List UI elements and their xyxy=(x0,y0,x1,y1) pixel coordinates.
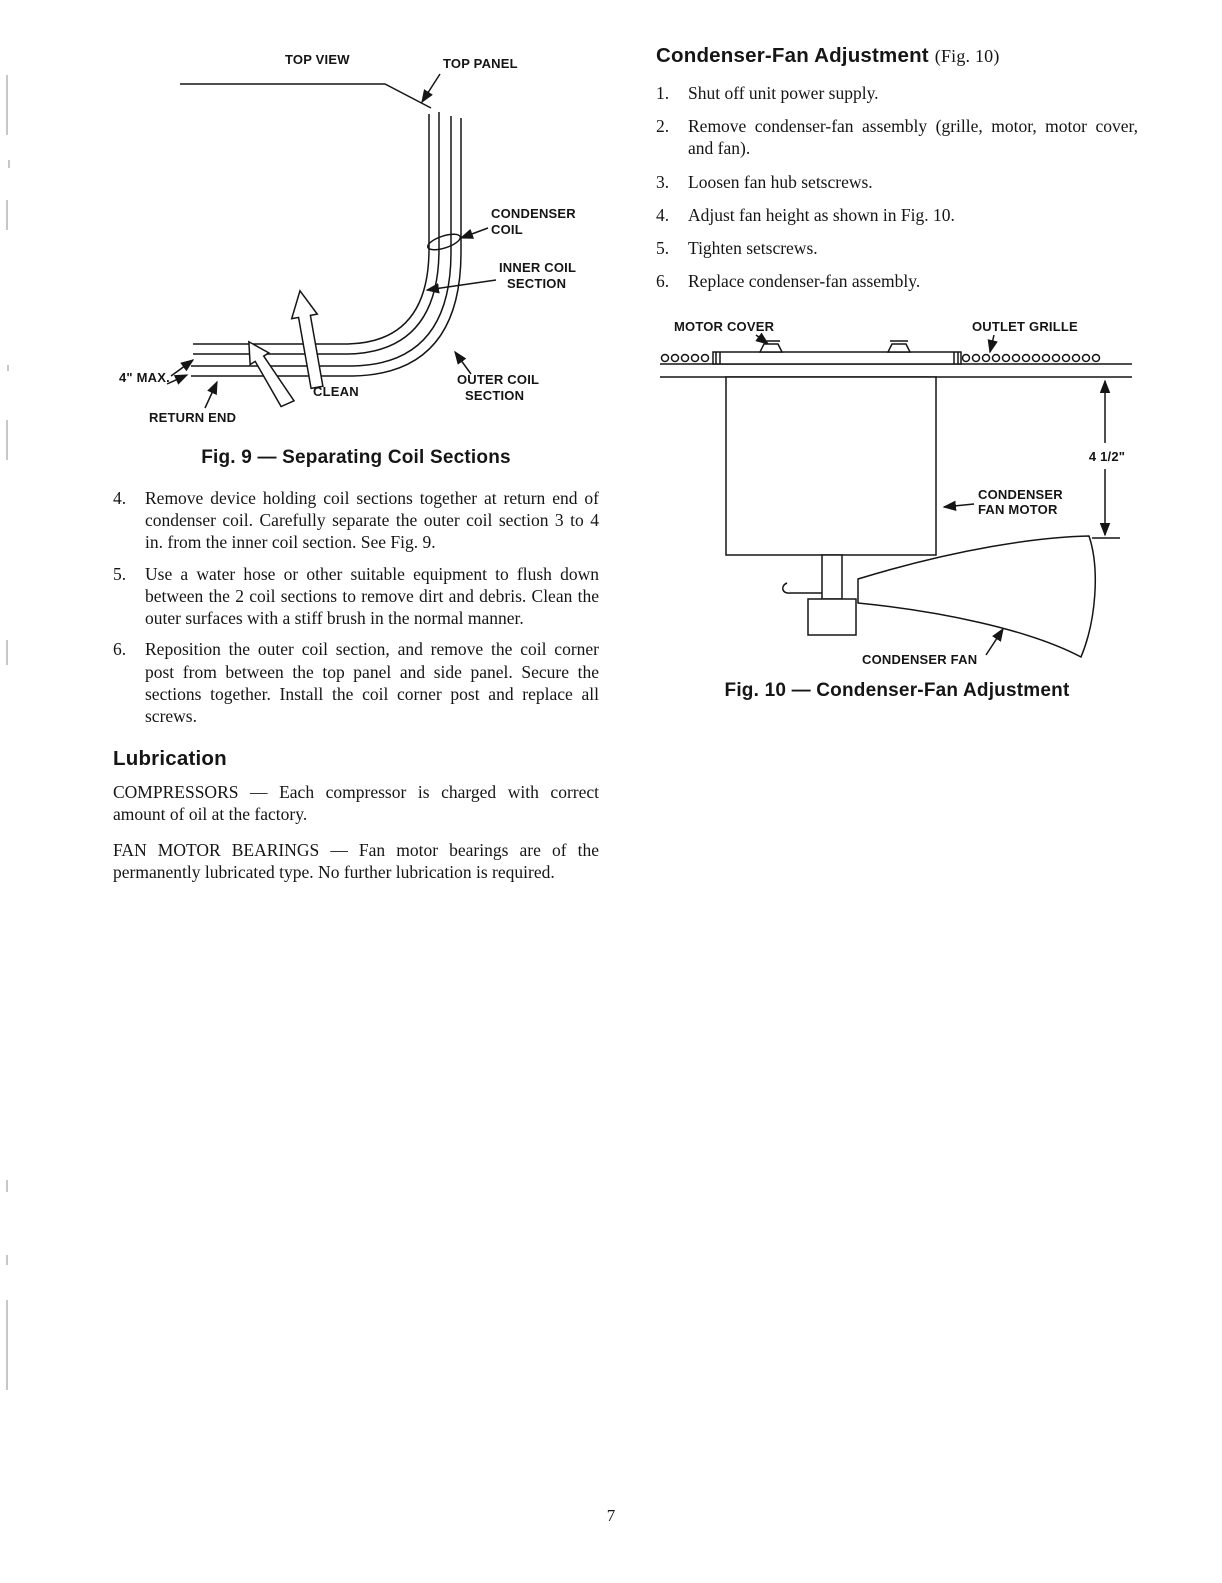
fig9-separation-arrow-icon xyxy=(287,289,330,390)
list-item-text: Tighten setscrews. xyxy=(688,238,818,259)
fig10-label-motor-cover: MOTOR COVER xyxy=(674,318,775,334)
list-item-number: 4. xyxy=(656,204,670,225)
scan-artifact xyxy=(6,1300,8,1390)
fig9-inner-leader xyxy=(427,280,496,290)
right-column xyxy=(656,44,1138,702)
fig10-condenser-fan-leader xyxy=(986,629,1003,655)
fig10-motor-shaft xyxy=(822,555,842,599)
fig9-return-leader xyxy=(205,382,217,408)
list-item-text: Loosen fan hub setscrews. xyxy=(688,171,873,192)
fig10-fan-hub xyxy=(808,599,856,635)
list-item-number: 6. xyxy=(656,271,670,292)
fig9-outer-leader xyxy=(455,352,471,374)
list-item xyxy=(656,115,1138,159)
list-item xyxy=(656,270,1138,292)
list-item-text: Replace condenser-fan assembly. xyxy=(688,271,921,292)
scan-artifact xyxy=(8,160,10,168)
fig10-caption: Fig. 10 — Condenser-Fan Adjustment xyxy=(724,679,1070,701)
scan-artifact xyxy=(6,75,8,135)
page-number: 7 xyxy=(606,1506,616,1525)
fig9-label-outer-coil: SECTION xyxy=(465,388,525,403)
fig9-label-condenser-coil: CONDENSER xyxy=(491,206,576,221)
fig9-label-inner-coil: SECTION xyxy=(507,276,567,291)
fig10-label-fan-motor: FAN MOTOR xyxy=(978,501,1058,517)
list-item-text: Use a water hose or other suitable equipment to flush down between the 2 coil sections to remove dirt and debris. Clean the outer surfaces with a stiff brush in the normal manner. xyxy=(145,563,599,629)
fig9-label-top-panel: TOP PANEL xyxy=(443,56,518,71)
scan-artifact xyxy=(7,365,9,371)
list-item-number: 5. xyxy=(113,563,127,584)
fig9-clip-ellipse xyxy=(426,231,462,253)
fig9-label-condenser-coil: COIL xyxy=(491,222,523,237)
list-item xyxy=(656,237,1138,259)
fig10-block xyxy=(656,317,1138,702)
list-item xyxy=(113,638,599,727)
fig9-label-outer-coil: OUTER COIL xyxy=(457,372,540,387)
list-item-text: Remove condenser-fan assembly (grille, motor, motor cover, and fan). xyxy=(688,116,1138,159)
fig9-max-arrow xyxy=(171,360,193,376)
fig9-top-panel-line xyxy=(180,84,431,108)
fig10-label-condenser-fan: CONDENSER FAN xyxy=(862,651,978,667)
fig10-cover-mount xyxy=(888,344,910,352)
fig10-motor-cover-leader xyxy=(756,335,768,344)
list-item xyxy=(656,204,1138,226)
scan-artifact xyxy=(6,1255,8,1265)
fig9-label-top-view: TOP VIEW xyxy=(285,52,350,67)
list-item-number: 6. xyxy=(113,639,127,660)
left-column xyxy=(113,44,599,896)
scan-artifact xyxy=(6,640,8,665)
fig9-caption: Fig. 9 — Separating Coil Sections xyxy=(201,447,511,468)
lubrication-heading: Lubrication xyxy=(113,747,227,771)
fig10-motor-cover-plate xyxy=(713,352,961,364)
fig9-outer-coil-line xyxy=(191,118,461,376)
fig10-label-dimension: 4 1/2" xyxy=(1088,448,1126,464)
scan-artifact xyxy=(6,1180,8,1192)
fig10-label-outlet-grille: OUTLET GRILLE xyxy=(972,318,1078,334)
fig10-diagram xyxy=(656,317,1138,669)
fig10-outlet-grille-leader xyxy=(990,335,994,352)
fig9-label-4in-max: 4" MAX. xyxy=(119,370,170,385)
scan-artifact xyxy=(6,420,8,460)
fig10-motor-body xyxy=(726,377,936,555)
list-item-text: Adjust fan height as shown in Fig. 10. xyxy=(688,204,955,225)
fig9-inner-coil-line xyxy=(193,112,439,354)
lubrication-paragraph-fan-motor-bearings: FAN MOTOR BEARINGS — Fan motor bearings are of the permanently lubricated type. No further lubrication is required. xyxy=(113,839,599,882)
list-item-number: 2. xyxy=(656,116,670,137)
fig9-label-clean: CLEAN xyxy=(313,384,359,399)
list-item-text: Shut off unit power supply. xyxy=(688,83,879,103)
fig10-fan-motor-leader xyxy=(944,504,974,507)
fig9-diagram xyxy=(113,44,599,436)
list-item-text: Remove device holding coil sections together at return end of condenser coil. Carefully separate the outer coil section 3 to 4 in. from the inner coil section. See Fig. 9. xyxy=(145,488,599,553)
right-numbered-list xyxy=(656,82,1138,293)
heading-fig-ref: (Fig. 10) xyxy=(934,46,1000,66)
fig9-clean-arrow-icon xyxy=(240,336,298,410)
list-item-number: 3. xyxy=(656,171,670,192)
fig9-max-arrow xyxy=(167,375,187,384)
left-numbered-list xyxy=(113,487,599,727)
heading-text: Condenser-Fan Adjustment xyxy=(656,44,929,67)
fig9-label-return-end: RETURN END xyxy=(149,410,237,425)
fig10-blade-hook xyxy=(783,583,790,593)
scan-artifact xyxy=(6,200,8,230)
fig9-top-panel-leader xyxy=(422,74,440,102)
list-item xyxy=(656,171,1138,193)
list-item-number: 4. xyxy=(113,488,127,508)
fig10-cover-mount xyxy=(760,344,782,352)
fig9-label-inner-coil: INNER COIL xyxy=(499,260,577,275)
list-item-number: 1. xyxy=(656,83,670,103)
fig9-condenser-leader xyxy=(461,228,488,238)
list-item xyxy=(656,82,1138,104)
lubrication-paragraph-compressors: COMPRESSORS — Each compressor is charged with correct amount of oil at the factory. xyxy=(113,782,599,825)
fig9-outer-coil-line xyxy=(191,116,451,366)
list-item-text: Reposition the outer coil section, and remove the coil corner post from between the top panel and side panel. Secure the sections together. Install the coil corner post and replace all screws. xyxy=(145,639,599,726)
fig10-label-fan-motor: CONDENSER xyxy=(978,486,1063,502)
list-item-number: 5. xyxy=(656,238,670,259)
list-item xyxy=(113,487,599,554)
condenser-fan-adjustment-heading xyxy=(656,44,1138,68)
list-item xyxy=(113,563,599,630)
